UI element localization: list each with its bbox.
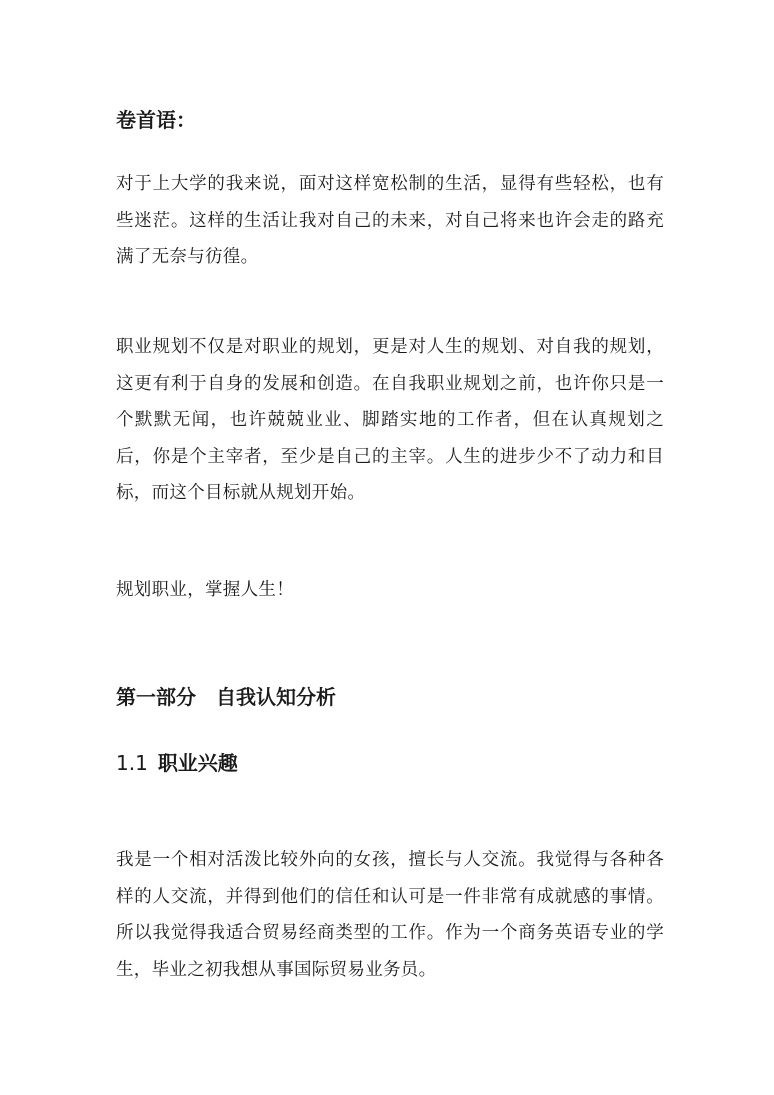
section-1-1-number: 1.1 — [116, 751, 148, 775]
part-one-label: 第一部分 — [116, 685, 196, 709]
part-one-title: 自我认知分析 — [216, 685, 336, 709]
preface-heading: 卷首语： — [116, 108, 196, 132]
preface-slogan: 规划职业，掌握人生！ — [116, 580, 294, 600]
part-one-heading — [116, 683, 664, 711]
section-1-1-title: 职业兴趣 — [157, 751, 238, 775]
preface-paragraph-1: 对于上大学的我来说，面对这样宽松制的生活，显得有些轻松，也有些迷茫。这样的生活让我对自己的未来，对自己将来也许会走的路充满了无奈与彷徨。 — [116, 174, 664, 267]
preface-paragraph-2: 职业规划不仅是对职业的规划，更是对人生的规划、对自我的规划，这更有利于自身的发展和创造。在自我职业规划之前，也许你只是一个默默无闻，也许兢兢业业、脚踏实地的工作者，但在认真规划之后，你是个主宰者，至少是自己的主宰。人生的进步少不了动力和目标，而这个目标就从规划开始。 — [116, 337, 664, 503]
section-1-1-paragraph: 我是一个相对活泼比较外向的女孩，擅长与人交流。我觉得与各种各样的人交流，并得到他们的信任和认可是一件非常有成就感的事情。所以我觉得我适合贸易经商类型的工作。作为一个商务英语专业的学生，毕业之初我想从事国际贸易业务员。 — [116, 850, 664, 980]
section-1-1-heading — [116, 749, 664, 777]
